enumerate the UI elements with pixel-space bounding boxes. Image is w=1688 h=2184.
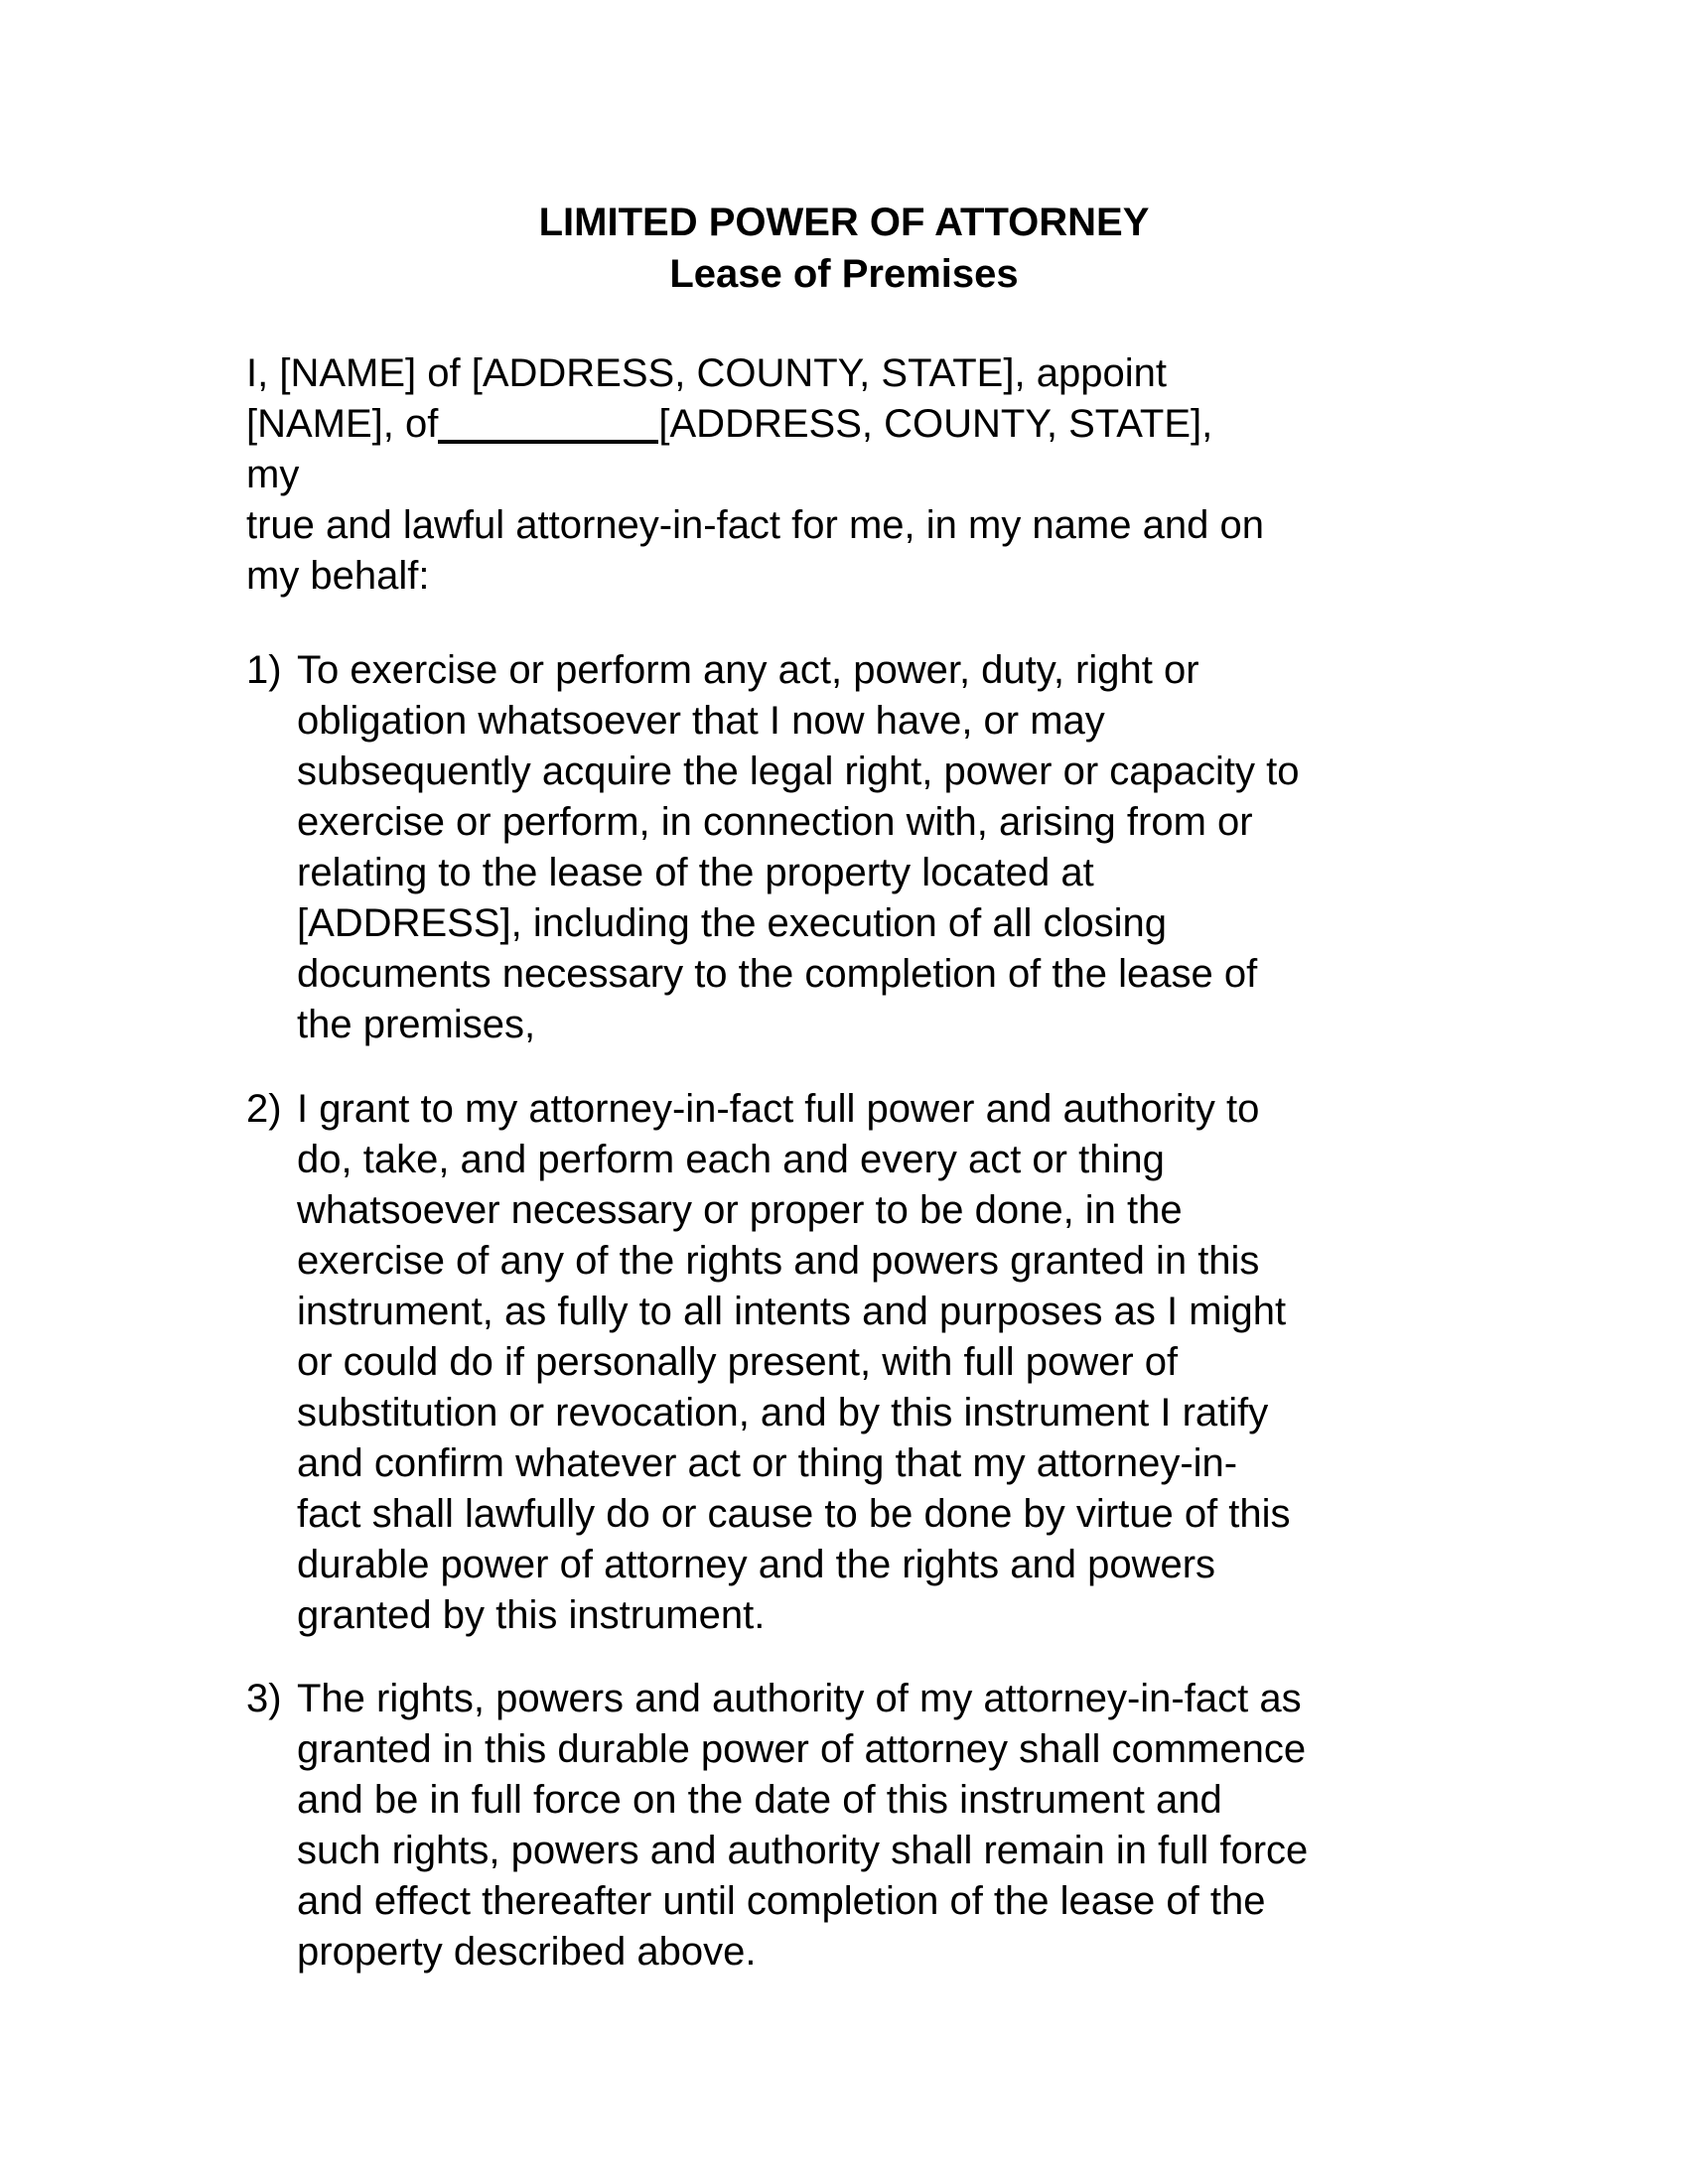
document-heading xyxy=(0,197,1688,300)
clause-line: granted in this durable power of attorney shall commence xyxy=(297,1727,1307,1771)
clause-line: or could do if personally present, with full power of xyxy=(297,1340,1179,1384)
clause-line: I grant to my attorney-in-fact full power and authority to xyxy=(297,1087,1260,1131)
clause-line: whatsoever necessary or proper to be done, in the xyxy=(297,1188,1183,1232)
clause-line: [ADDRESS], including the execution of all closing xyxy=(297,901,1168,945)
clause-line: property described above. xyxy=(297,1930,757,1974)
fill-in-blank xyxy=(438,401,658,444)
clause-line: relating to the lease of the property located at xyxy=(297,851,1094,894)
clause-line: exercise of any of the rights and powers granted in this xyxy=(297,1239,1260,1283)
clause-line: To exercise or perform any act, power, duty, right or xyxy=(297,648,1199,692)
clause-number: 3) xyxy=(246,1677,282,1720)
clause-line: exercise or perform, in connection with, arising from or xyxy=(297,800,1253,844)
clause-line: and effect thereafter until completion of the lease of the xyxy=(297,1879,1266,1923)
clause-line: instrument, as fully to all intents and purposes as I might xyxy=(297,1290,1287,1333)
intro-line: I, [NAME] of [ADDRESS, COUNTY, STATE], appoint xyxy=(246,351,1167,395)
clause-line: documents necessary to the completion of the lease of xyxy=(297,952,1258,996)
document-subtitle: Lease of Premises xyxy=(669,252,1019,296)
clause-line: substitution or revocation, and by this instrument I ratify xyxy=(297,1391,1269,1434)
clause-text xyxy=(297,645,1299,1050)
clause-line: the premises, xyxy=(297,1003,536,1046)
clause-line: and be in full force on the date of this instrument and xyxy=(297,1778,1222,1822)
clause-line: obligation whatsoever that I now have, or may xyxy=(297,699,1105,743)
clause-line: do, take, and perform each and every act or thing xyxy=(297,1138,1165,1181)
clause-text xyxy=(297,1084,1291,1641)
intro-line: my behalf: xyxy=(246,554,430,598)
clause-number: 1) xyxy=(246,648,282,692)
clause-text xyxy=(297,1674,1308,1978)
clause-line: The rights, powers and authority of my attorney-in-fact as xyxy=(297,1677,1302,1720)
intro-line-with-blank xyxy=(246,399,1458,450)
document-title: LIMITED POWER OF ATTORNEY xyxy=(538,201,1150,244)
clause-line: subsequently acquire the legal right, power or capacity to xyxy=(297,750,1300,793)
clause-line: and confirm whatever act or thing that my attorney-in- xyxy=(297,1441,1238,1485)
intro-text: [NAME], of xyxy=(246,402,439,446)
intro-line: true and lawful attorney-in-fact for me, in my name and on xyxy=(246,503,1264,547)
clause-line: granted by this instrument. xyxy=(297,1593,766,1637)
clause-line: fact shall lawfully do or cause to be done by virtue of this xyxy=(297,1492,1291,1536)
clause-line: such rights, powers and authority shall remain in full force xyxy=(297,1829,1309,1872)
clause-line: durable power of attorney and the rights and powers xyxy=(297,1543,1216,1586)
clause-number: 2) xyxy=(246,1087,282,1131)
intro-paragraph xyxy=(246,348,1458,602)
intro-line: my xyxy=(246,453,300,496)
intro-text: [ADDRESS, COUNTY, STATE], xyxy=(658,402,1213,446)
